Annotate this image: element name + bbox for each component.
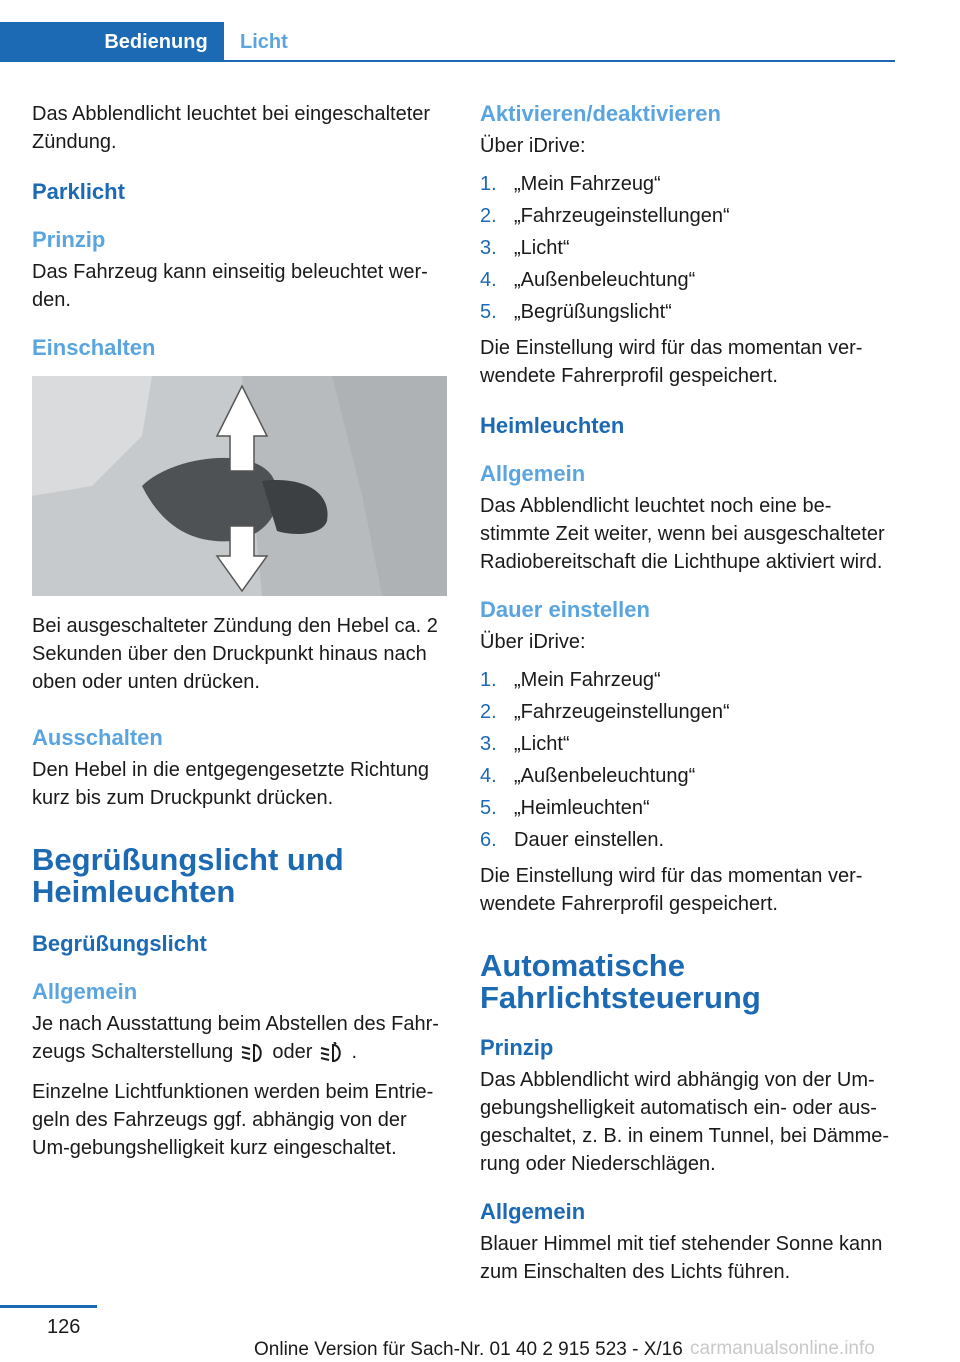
header <box>0 22 895 62</box>
allgemein-heading-right: Allgemein <box>480 461 586 486</box>
online-version-text: Online Version für Sach-Nr. 01 40 2 915 523 - X/16 <box>254 1339 683 1360</box>
prinzip-heading: Prinzip <box>32 227 106 252</box>
list-item: 5. „Begrüßungslicht“ <box>480 301 672 323</box>
list-item: 1. „Mein Fahrzeug“ <box>480 669 661 691</box>
einzelne-text: Einzelne Lichtfunktionen werden beim Entrie-geln des Fahrzeugs ggf. abhängig von der Um-gebungshelligkeit kurz eingeschaltet. <box>32 1081 434 1159</box>
profil-text: Die Einstellung wird für das momentan ver-wendete Fahrerprofil gespeichert. <box>480 337 863 387</box>
list-item: 2. „Fahrzeugeinstellungen“ <box>480 701 730 723</box>
heimleuchten-text: Das Abblendlicht leuchtet noch eine be-stimmte Zeit weiter, wenn bei ausgeschalteter Radiobereitschaft die Lichthupe aktiviert wird. <box>480 495 885 573</box>
list-item: 4. „Außenbeleuchtung“ <box>480 269 696 291</box>
allgemein-text-a: Je nach Ausstattung beim Abstellen des Fahr-zeugs Schalterstellung <box>32 1013 439 1063</box>
heimleuchten-heading: Heimleuchten <box>480 413 625 438</box>
duration-steps-list <box>480 664 898 856</box>
ueber-idrive-text-2: Über iDrive: <box>480 631 586 653</box>
watermark[interactable]: carmanualsonline.info <box>690 1338 875 1359</box>
right-column <box>480 100 898 1298</box>
page-number: 126 <box>47 1316 81 1338</box>
list-item: 4. „Außenbeleuchtung“ <box>480 765 696 787</box>
list-item: 3. „Licht“ <box>480 237 570 259</box>
list-item: 6. Dauer einstellen. <box>480 829 665 851</box>
prinzip-text: Das Fahrzeug kann einseitig beleuchtet wer-den. <box>32 261 428 311</box>
auto-fahrlicht-heading: Automatische Fahrlichtsteuerung <box>480 948 761 1015</box>
lever-image <box>32 376 447 596</box>
ausschalten-heading: Ausschalten <box>32 725 163 750</box>
intro-text: Das Abblendlicht leuchtet bei eingeschalteter Zündung. <box>32 103 431 153</box>
allgemein-heading-right-2: Allgemein <box>480 1199 586 1224</box>
auto-light-icon <box>318 1042 346 1064</box>
allgemein-text-end: . <box>351 1041 358 1063</box>
parklicht-heading: Parklicht <box>32 179 125 204</box>
footer-rule <box>0 1305 97 1308</box>
lever-illustration <box>32 376 447 596</box>
begruessungslicht-heading: Begrüßungslicht <box>32 931 207 956</box>
profil-text-2: Die Einstellung wird für das momentan ver-wendete Fahrerprofil gespeichert. <box>480 865 863 915</box>
aktivieren-heading: Aktivieren/deaktivieren <box>480 101 721 126</box>
low-beam-icon <box>239 1042 267 1064</box>
einschalten-text: Bei ausgeschalteter Zündung den Hebel ca. 2 Sekunden über den Druckpunkt hinaus nach oben oder unten drücken. <box>32 615 438 693</box>
allgemein-text-right: Blauer Himmel mit tief stehender Sonne kann zum Einschalten des Lichts führen. <box>480 1233 883 1283</box>
allgemein-text <box>32 1010 450 1066</box>
allgemein-text-or: oder <box>272 1041 313 1063</box>
prinzip-text-right: Das Abblendlicht wird abhängig von der Um-gebungshelligkeit automatisch ein- oder aus-geschaltet, z. B. in einem Tunnel, bei Dämme-rung oder Niederschlägen. <box>480 1069 890 1175</box>
list-item: 5. „Heimleuchten“ <box>480 797 650 819</box>
prinzip-heading-right: Prinzip <box>480 1035 554 1060</box>
einschalten-heading: Einschalten <box>32 335 156 360</box>
tab-licht[interactable]: Licht <box>240 30 288 53</box>
header-rule <box>0 60 895 62</box>
list-item: 2. „Fahrzeugeinstellungen“ <box>480 205 730 227</box>
tab-bedienung[interactable]: Bedienung <box>0 22 224 62</box>
ausschalten-text: Den Hebel in die entgegengesetzte Richtung kurz bis zum Druckpunkt drücken. <box>32 759 429 809</box>
ueber-idrive-text: Über iDrive: <box>480 135 586 157</box>
list-item: 1. „Mein Fahrzeug“ <box>480 173 661 195</box>
list-item: 3. „Licht“ <box>480 733 570 755</box>
dauer-heading: Dauer einstellen <box>480 597 650 622</box>
allgemein-heading: Allgemein <box>32 979 138 1004</box>
left-column <box>32 100 450 1174</box>
activate-steps-list <box>480 168 898 328</box>
begruessung-heimleuchten-heading: Begrüßungslicht und Heimleuchten <box>32 842 344 909</box>
